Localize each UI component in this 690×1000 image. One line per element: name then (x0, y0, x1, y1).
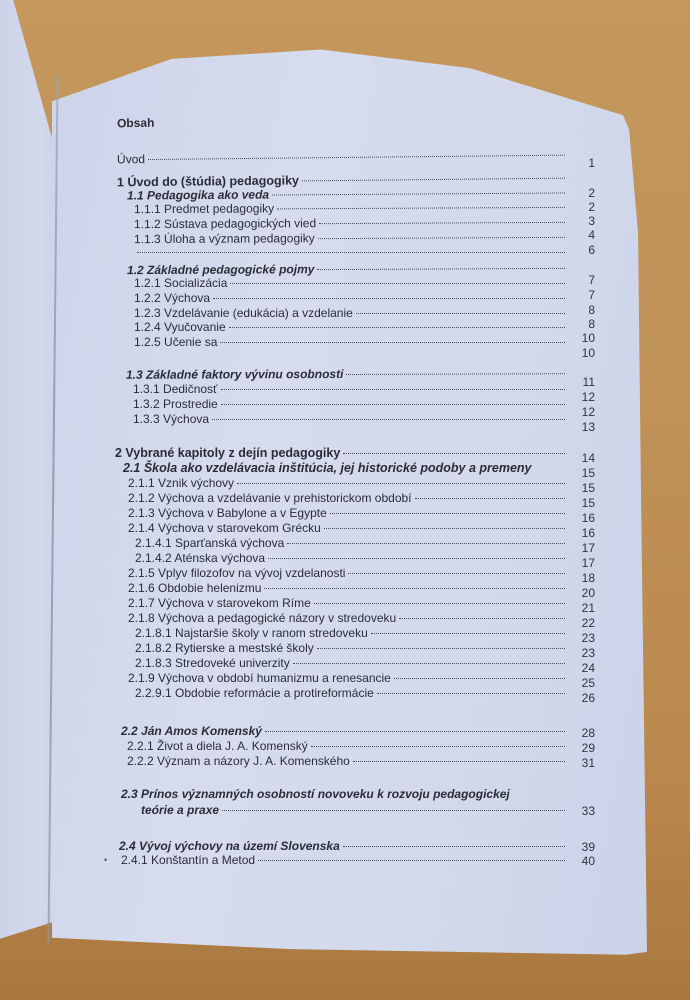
toc-page-number: 7 (588, 288, 595, 302)
dot-leader (258, 850, 565, 861)
toc-entry-label: 1.2.3 Vzdelávanie (edukácia) a vzdelanie (134, 306, 353, 320)
toc-entry-label: Úvod (116, 152, 146, 167)
dot-leader (264, 578, 565, 589)
dot-leader (302, 168, 565, 182)
toc-entry-label: 2.4.1 Konštantín a Metod (121, 853, 256, 867)
dot-leader (399, 608, 565, 619)
toc-entry-label: 1.3.1 Dedičnosť (133, 382, 218, 396)
dot-leader (287, 533, 565, 544)
toc-page-number: 10 (581, 331, 595, 345)
dot-leader (324, 518, 565, 529)
toc-subsection (127, 754, 565, 769)
toc-entry-label: 1.2.4 Vyučovanie (134, 320, 226, 334)
dot-leader (415, 488, 566, 499)
toc-page-number: 11 (582, 375, 595, 389)
toc-entry-label: 1.3 Základné faktory vývinu osobnosti (125, 367, 344, 382)
dot-leader (377, 683, 565, 694)
toc-entry-label: 2.4 Vývoj výchovy na území Slovenska (119, 839, 340, 853)
toc-page-number: 21 (581, 601, 595, 615)
toc-subsection (134, 335, 565, 350)
dot-leader (237, 473, 565, 484)
toc-page-number: 3 (588, 214, 595, 228)
dot-leader (222, 800, 565, 811)
toc-entry-label: 1.1.2 Sústava pedagogických vied (133, 216, 317, 232)
dot-leader (272, 182, 565, 195)
dot-leader (343, 443, 565, 454)
toc-page-number: 17 (581, 556, 595, 570)
toc-page-number: 1 (588, 156, 595, 170)
toc-subsection (133, 412, 565, 427)
toc-entry-label: 2.1.4.1 Sparťanská výchova (135, 536, 285, 550)
toc-subsection (121, 853, 565, 868)
toc-page-number: 29 (581, 741, 595, 755)
dot-leader (317, 258, 565, 270)
toc-page-number: 28 (581, 726, 595, 740)
dot-leader (346, 363, 565, 375)
toc-title: Obsah (116, 115, 155, 131)
toc-entry-label: 1.1.3 Úloha a význam pedagogiky (133, 231, 315, 247)
toc-page-number: 2 (588, 186, 595, 200)
toc-subsubsection (135, 686, 565, 701)
toc-entry-label: 2.1.7 Výchova v starovekom Ríme (128, 596, 311, 610)
toc-page-number: 14 (581, 451, 595, 465)
toc-entry-label: 1.3.3 Výchova (133, 412, 210, 426)
toc-page-number: 15 (581, 496, 595, 510)
toc-entry-label: 2.1.2 Výchova a vzdelávanie v prehistorickom období (128, 491, 412, 505)
dot-leader (353, 751, 565, 762)
toc-page-number: 12 (581, 390, 595, 404)
dot-leader (317, 638, 565, 649)
toc-entry-label: 1.2.5 Učenie sa (134, 335, 218, 349)
toc-page-number: 15 (581, 481, 595, 495)
toc-entry-label: 1.2.1 Socializácia (134, 276, 228, 290)
dot-leader (371, 623, 565, 634)
dot-leader (148, 145, 565, 160)
toc-page-number: 31 (581, 756, 595, 770)
toc-page-number: 2 (588, 200, 595, 214)
toc-page-number: 15 (581, 466, 595, 480)
toc-page-number: 8 (588, 303, 595, 317)
dot-leader (356, 303, 565, 314)
dot-leader (213, 288, 565, 299)
toc-entry-label: 1.2 Základné pedagogické pojmy (126, 262, 315, 278)
toc-page-number: 4 (588, 228, 595, 242)
dot-leader (343, 836, 565, 847)
dot-leader (318, 227, 565, 239)
toc-page-number: 24 (581, 661, 595, 675)
dot-leader (137, 242, 565, 253)
toc-entry-label: 2 Vybrané kapitoly z dejín pedagogiky (115, 446, 341, 460)
dot-leader (319, 212, 565, 224)
dot-leader (394, 668, 565, 679)
toc-entry-label: 2.1.8.1 Najstaršie školy v ranom stredoveku (135, 626, 368, 640)
toc-entry-label: 2.2.9.1 Obdobie reformácie a protireformácie (135, 686, 374, 700)
toc-entry-label: 2.2.2 Význam a názory J. A. Komenského (127, 754, 350, 768)
toc-page-number: 20 (581, 586, 595, 600)
toc-entry-label: 1.1.1 Predmet pedagogiky (133, 201, 275, 217)
toc-entry-label: 1.2.2 Výchova (134, 291, 211, 305)
toc-page-number: 10 (581, 346, 595, 360)
toc-entry-label: 2.1 Škola ako vzdelávacia inštitúcia, jej historické podoby a premeny (123, 461, 532, 475)
toc-entry-label: 2.1.9 Výchova v období humanizmu a renesancie (128, 671, 391, 685)
toc-page-number: 16 (581, 526, 595, 540)
toc-entry-label: 1.1 Pedagogika ako veda (126, 187, 270, 203)
toc-chapter-2 (115, 446, 565, 461)
toc-page-number: 33 (581, 804, 595, 818)
dot-leader (314, 593, 565, 604)
toc-entry-label: 2.1.6 Obdobie helenizmu (128, 581, 262, 595)
toc-entry-label: 2.1.4.2 Aténska výchova (135, 551, 266, 565)
dot-leader (221, 394, 565, 405)
toc-entry-label: 2.2 Ján Amos Komenský (121, 724, 262, 738)
dot-leader (229, 317, 565, 328)
dot-leader (212, 409, 565, 420)
toc-page-number: 8 (588, 317, 595, 331)
dot-leader (293, 653, 565, 664)
toc-entry-label: 2.1.4 Výchova v starovekom Grécku (128, 521, 321, 535)
dot-leader (265, 721, 565, 732)
dot-leader (230, 273, 565, 284)
toc-entry-intro (117, 148, 565, 168)
dot-leader (268, 548, 565, 559)
toc-page-number: 40 (581, 854, 595, 868)
toc-page-number: 12 (581, 405, 595, 419)
toc-page-number: 18 (581, 571, 595, 585)
toc-entry-label: 2.3 Prínos významných osobností novoveku k rozvoju pedagogickej (121, 787, 510, 801)
toc-page-number: 6 (588, 243, 595, 257)
toc-page-number: 16 (581, 511, 595, 525)
toc-page-number: 17 (581, 541, 595, 555)
toc-page-number: 13 (581, 420, 595, 434)
toc-entry-label: 2.1.1 Vznik výchovy (128, 476, 235, 490)
dot-leader (311, 736, 565, 747)
dot-leader (221, 379, 565, 390)
toc-entry-label: 2.1.8.2 Rytierske a mestské školy (135, 641, 314, 655)
toc-page-number: 26 (581, 691, 595, 705)
toc-page-number: 7 (588, 273, 595, 287)
pencil-mark: • (104, 855, 108, 865)
toc-entry-label: 2.1.8 Výchova a pedagogické názory v stredoveku (128, 611, 397, 625)
toc-page-number: 39 (581, 840, 595, 854)
toc-entry-label: 2.2.1 Život a diela J. A. Komenský (127, 739, 308, 753)
dot-leader (348, 563, 565, 574)
toc-section-2-3-continued (141, 803, 565, 818)
dot-leader (220, 332, 565, 343)
toc-entry-label: 1 Úvod do (štúdia) pedagogiky (116, 173, 300, 190)
toc-page-number: 23 (581, 646, 595, 660)
toc-entry-label: 2.1.3 Výchova v Babylone a v Egypte (128, 506, 327, 520)
toc-page-number: 23 (581, 631, 595, 645)
toc-entry-label: 2.1.5 Vplyv filozofov na vývoj vzdelanosti (128, 566, 346, 580)
toc-entry-label: teórie a praxe (141, 803, 220, 817)
toc-entry-label: 1.3.2 Prostredie (133, 397, 218, 411)
toc-entry-label: 2.1.8.3 Stredoveké univerzity (135, 656, 290, 670)
dot-leader (330, 503, 565, 514)
dot-leader (277, 197, 565, 210)
toc-page-number: 22 (581, 616, 595, 630)
toc-page-number: 25 (581, 676, 595, 690)
